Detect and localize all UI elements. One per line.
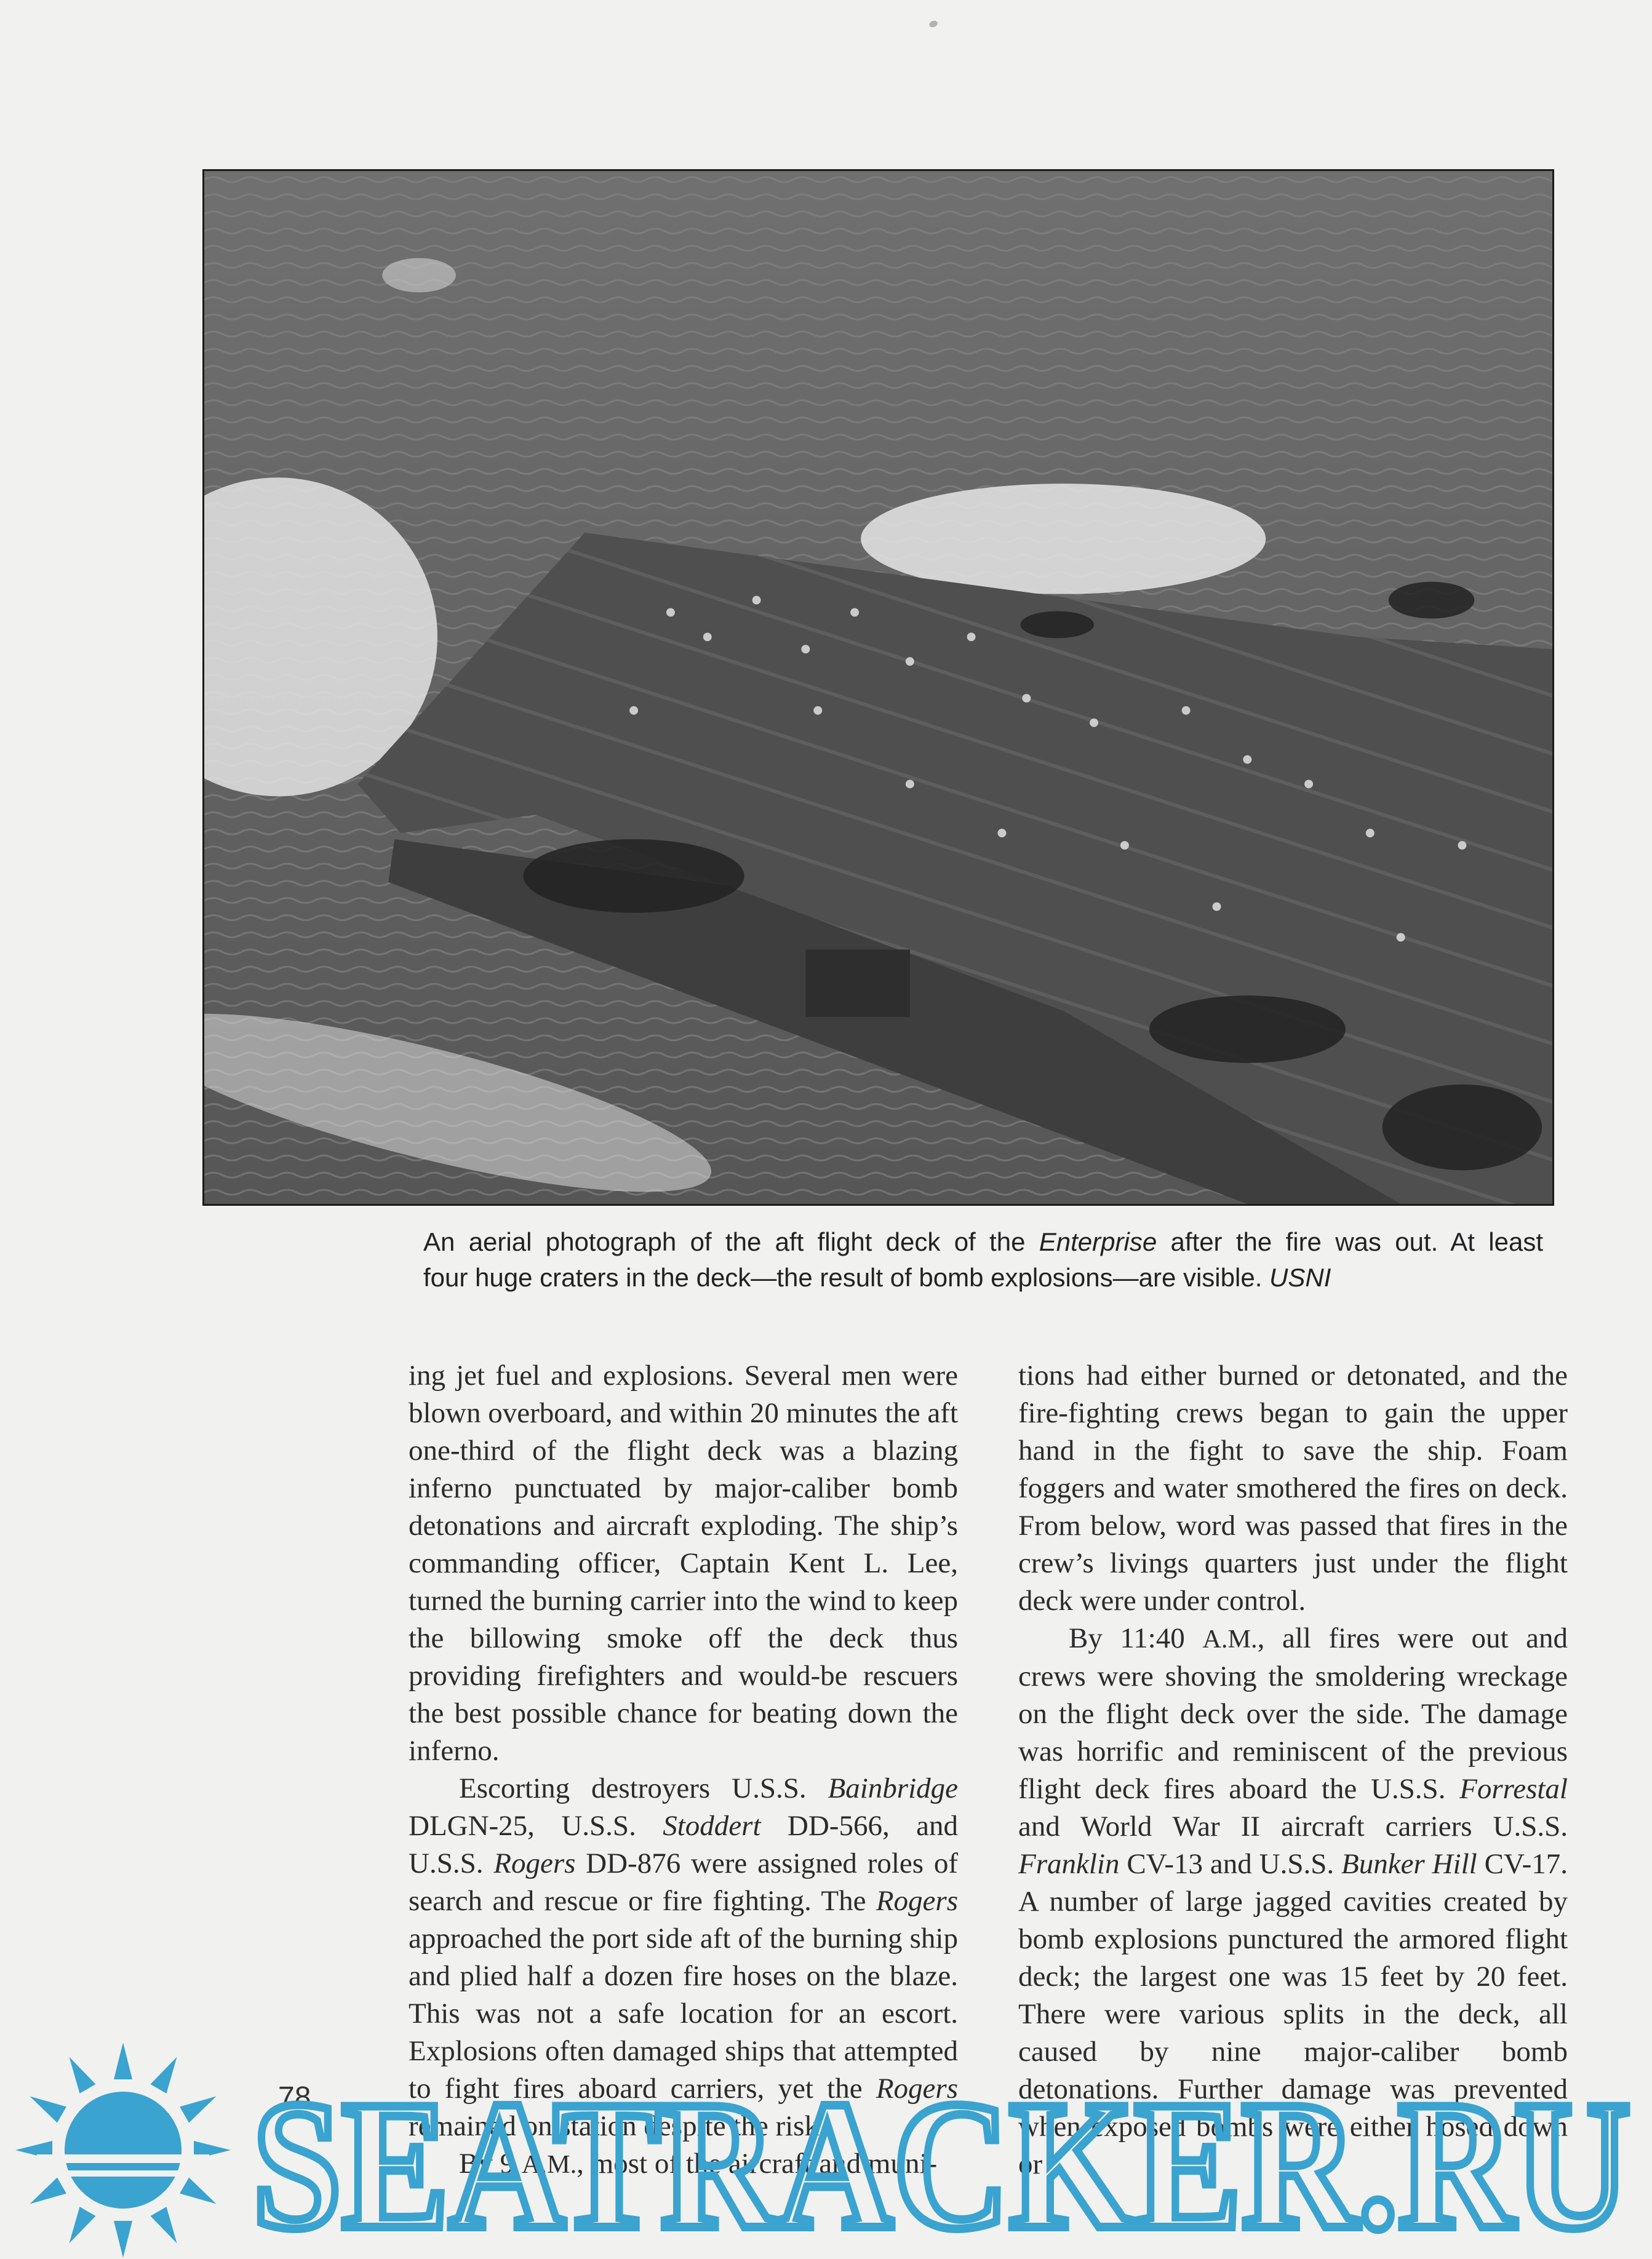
caption-line-1: An aerial photograph of the aft flight deck of the Enterprise after the fire was out. At least xyxy=(423,1227,1544,1256)
watermark-text: SEATRACKER.RU xyxy=(252,2063,1630,2259)
left-paragraph-2: Escorting destroyers U.S.S. Bainbridge DLGN-25, U.S.S. Stoddert DD-566, and U.S.S. Rogers DD-876 were assigned roles of search and rescue or fire fighting. The Rogers approached the port side aft of the burning ship and plied half a dozen fire hoses on the blaze. This was not a safe location for an escort. Explosions often damaged ships that attempted to fight fires aboard carriers, yet the Rogers remained on station despite the risk. xyxy=(409,1772,958,2142)
right-paragraph-1: tions had either burned or detonated, and the fire-fighting crews began to gain the upper hand in the fight to save the ship. Foam foggers and water smothered the fires on deck. From below, word was passed that fires in the crew’s livings quarters just under the flight deck were under control. xyxy=(1018,1360,1568,1617)
left-column xyxy=(409,1357,958,2183)
right-column xyxy=(1018,1357,1568,2183)
right-paragraph-2: By 11:40 A.M., all fires were out and crews were shoving the smoldering wreckage on the flight deck over the side. The damage was horrific and reminiscent of the previous flight deck fires aboard the U.S.S. Forrestal and World War II aircraft carriers U.S.S. Franklin CV-13 and U.S.S. Bunker Hill CV-17. A number of large jagged cavities created by bomb explosions punctured the armored flight deck; the largest one was 15 feet by 20 feet. There were various splits in the deck, all caused by nine major-caliber bomb detonations. Further damage was prevented when exposed bombs were either hosed down or xyxy=(1018,1622,1568,2180)
left-paragraph-1: ing jet fuel and explosions. Several men were blown overboard, and within 20 minutes the aft one-third of the flight deck was a blazing inferno punctuated by major-caliber bomb detonations and aircraft exploding. The ship’s commanding officer, Captain Kent L. Lee, turned the burning carrier into the wind to keep the billowing smoke off the deck thus providing firefighters and would-be rescuers the best possible chance for beating down the inferno. xyxy=(409,1360,958,1767)
page-number: 78 xyxy=(278,2081,311,2114)
carrier-deck-illustration xyxy=(204,171,1552,1204)
photo-credit: USNI xyxy=(1269,1263,1331,1292)
sun-icon xyxy=(15,2042,231,2258)
photo-caption xyxy=(423,1224,1543,1296)
caption-line-2: four huge craters in the deck—the result of bomb explosions—are visible. USNI xyxy=(423,1263,1331,1292)
aerial-photo xyxy=(202,169,1554,1206)
stray-ink-mark xyxy=(928,20,939,28)
left-paragraph-3: By 9 A.M., most of the aircraft and muni- xyxy=(459,2148,938,2180)
